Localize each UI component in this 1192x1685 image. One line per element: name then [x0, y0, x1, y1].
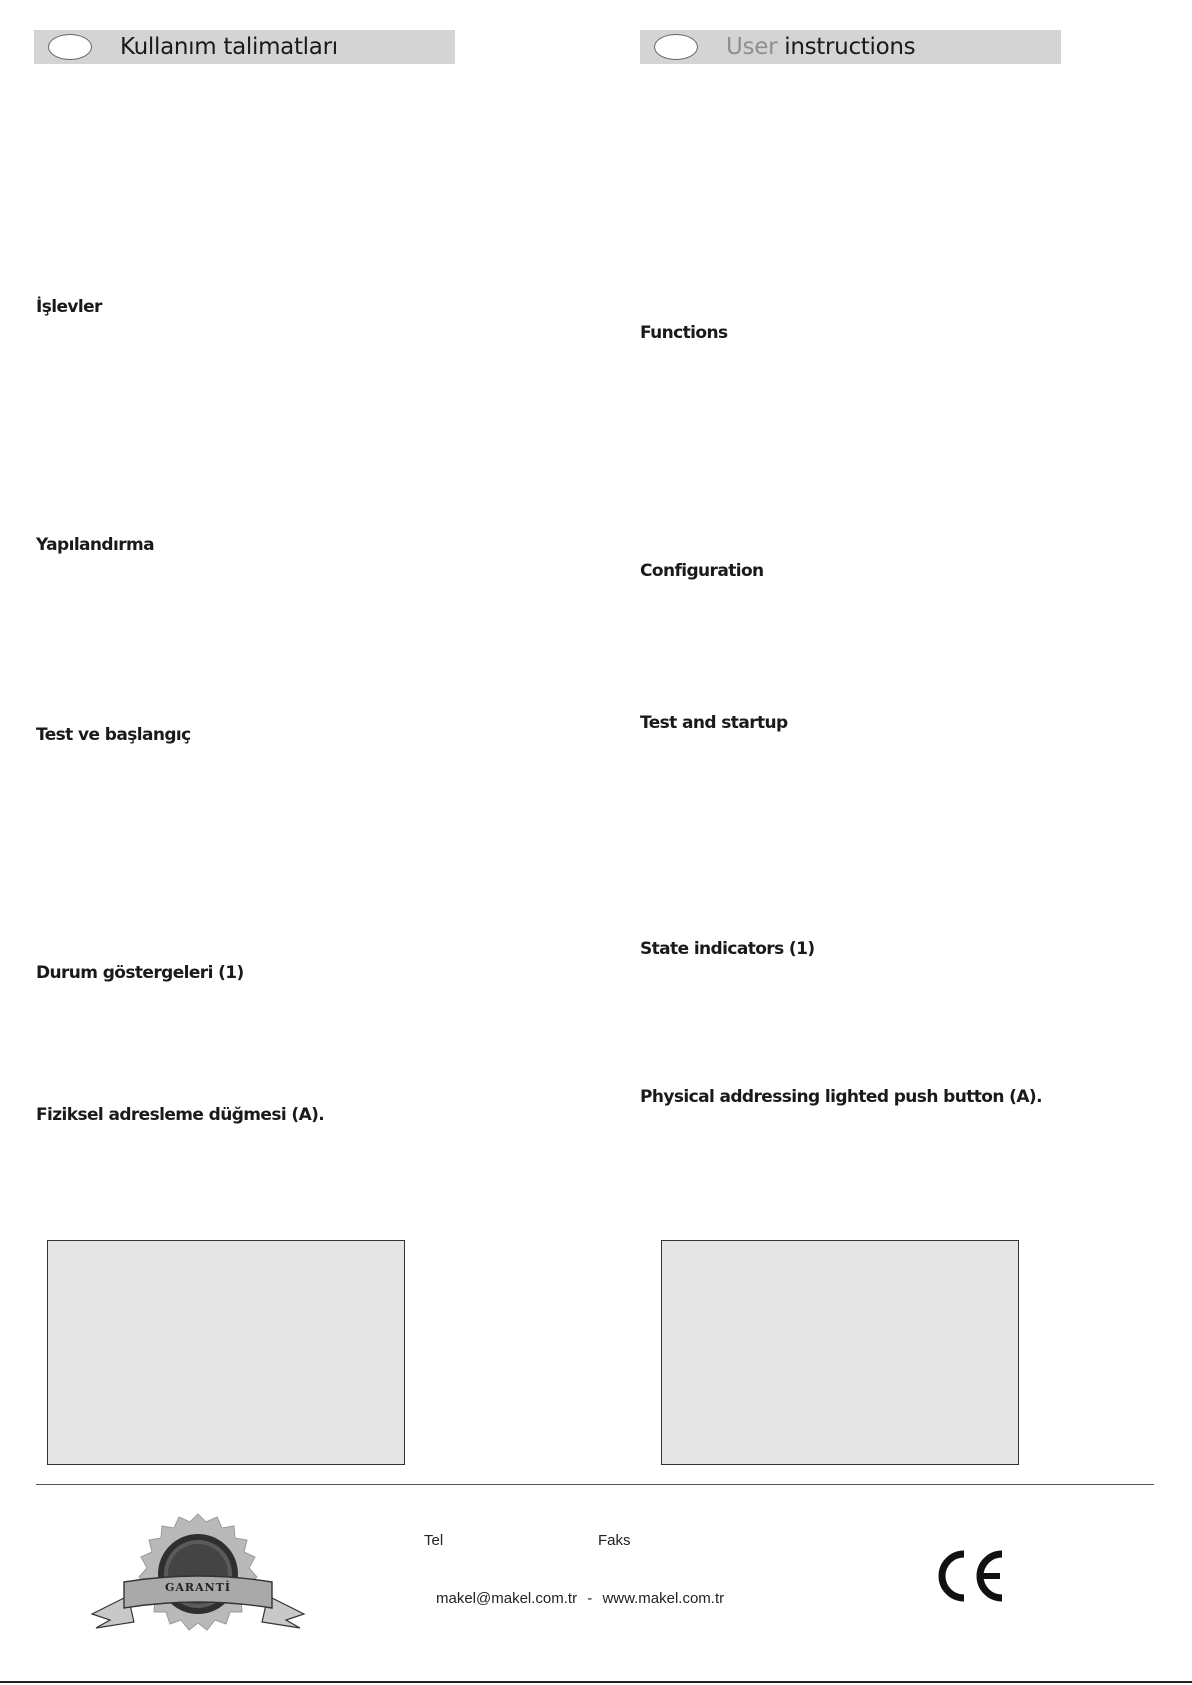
left-heading-state-indicators: Durum göstergeleri (1) [36, 963, 244, 983]
right-heading-test-startup: Test and startup [640, 713, 788, 733]
right-heading-state-indicators: State indicators (1) [640, 939, 815, 959]
right-title-oval [654, 34, 698, 60]
left-title-oval [48, 34, 92, 60]
right-title-rest: instructions [784, 34, 916, 60]
right-title-muted: User [726, 34, 778, 60]
left-heading-functions: İşlevler [36, 297, 102, 317]
contact-line [436, 1590, 724, 1607]
right-heading-configuration: Configuration [640, 561, 764, 581]
right-heading-functions: Functions [640, 323, 728, 343]
right-title [726, 33, 915, 61]
fax-label: Faks [598, 1532, 631, 1549]
right-gray-box [661, 1240, 1019, 1465]
email-link[interactable]: makel@makel.com.tr [436, 1590, 578, 1607]
warranty-seal-icon [88, 1510, 308, 1640]
left-title-bar [34, 30, 455, 64]
warranty-badge-text: GARANTİ [165, 1581, 231, 1594]
left-heading-addressing-button: Fiziksel adresleme düğmesi (A). [36, 1105, 325, 1125]
tel-label: Tel [424, 1532, 444, 1549]
left-heading-configuration: Yapılandırma [36, 535, 154, 555]
footer-divider [36, 1484, 1154, 1485]
website-link[interactable]: www.makel.com.tr [602, 1590, 725, 1607]
left-heading-test-startup: Test ve başlangıç [36, 725, 191, 745]
right-heading-addressing-button: Physical addressing lighted push button (A). [640, 1087, 1042, 1107]
right-title-bar [640, 30, 1061, 64]
page-bottom-rule [0, 1681, 1192, 1683]
contact-separator: - [587, 1590, 593, 1607]
left-title: Kullanım talimatları [120, 34, 338, 60]
left-gray-box [47, 1240, 405, 1465]
ce-mark-icon [930, 1548, 1010, 1604]
warranty-badge [88, 1510, 308, 1640]
